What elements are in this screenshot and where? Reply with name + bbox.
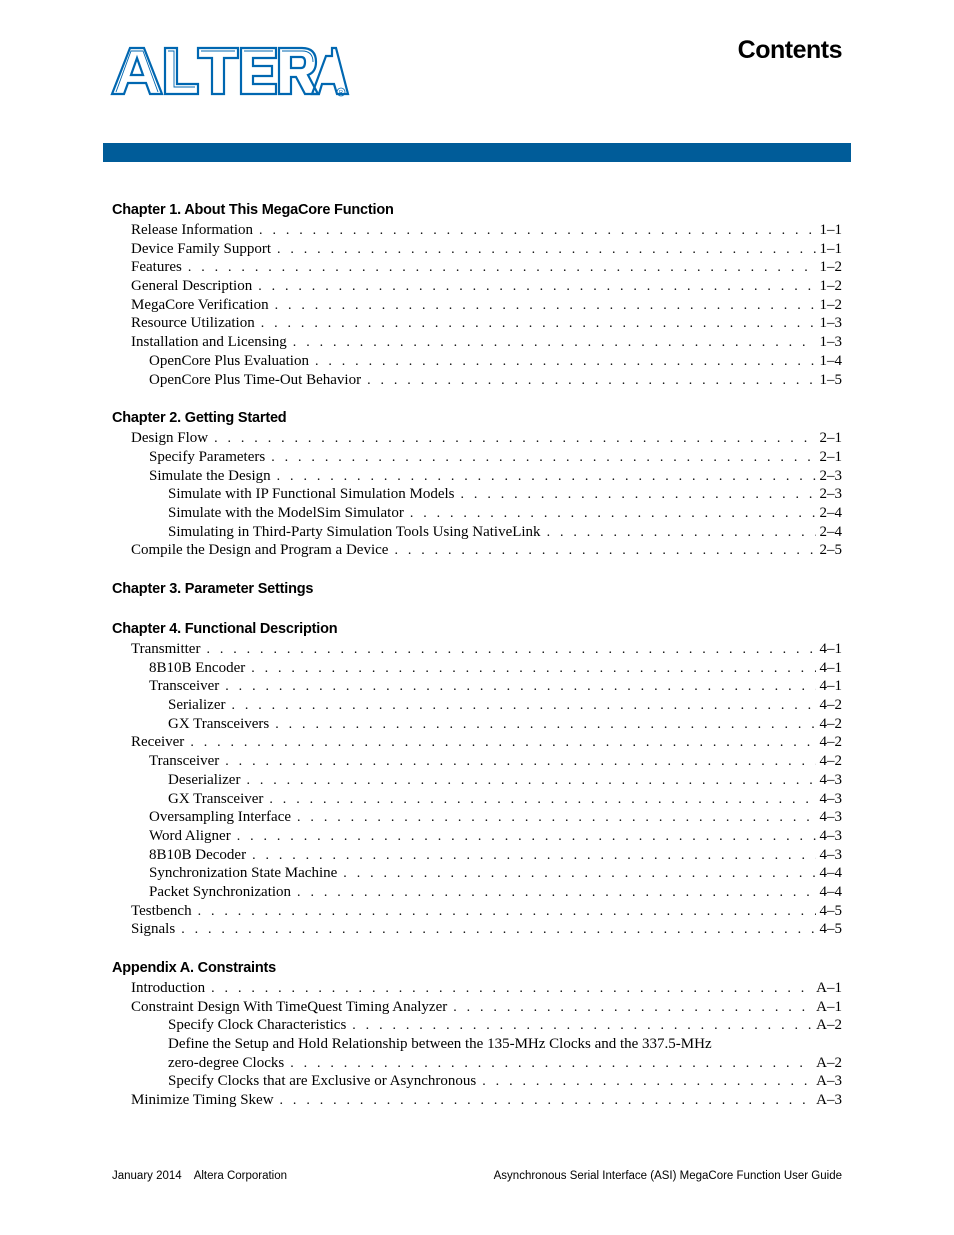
toc-entry-title: Introduction	[131, 980, 206, 996]
toc-entry-page: A–1	[816, 998, 842, 1015]
toc-entry-page: 4–3	[819, 790, 842, 807]
toc-entry-page: A–2	[816, 1054, 842, 1071]
toc-entry-page: A–3	[816, 1073, 842, 1090]
toc-entry-page: 1–3	[819, 315, 842, 332]
toc-entry[interactable]	[112, 752, 842, 771]
dot-leader	[259, 222, 815, 240]
toc-entry-title: Simulate with IP Functional Simulation Models	[168, 486, 455, 503]
toc-entry[interactable]	[112, 920, 842, 939]
footer-company: Altera Corporation	[193, 1170, 288, 1182]
dot-leader	[461, 486, 816, 504]
dot-leader	[453, 999, 812, 1017]
toc-entry-page: 4–3	[819, 771, 842, 788]
toc-entry-title: Minimize Timing Skew	[131, 1092, 274, 1109]
toc-entry-page: 1–2	[819, 296, 842, 313]
dot-leader	[293, 334, 816, 352]
dot-leader	[275, 716, 815, 734]
toc-entry[interactable]	[112, 258, 842, 277]
toc-entry-page: 4–2	[819, 697, 842, 714]
toc-entry-page: 4–4	[819, 865, 842, 882]
toc-chapter	[112, 958, 842, 1110]
dot-leader	[297, 884, 815, 902]
toc-entry[interactable]	[112, 1016, 842, 1035]
toc-entry-page: 4–5	[819, 902, 842, 919]
dot-leader	[237, 828, 816, 846]
toc-entry-title: Word Aligner	[149, 827, 231, 844]
toc-entry[interactable]	[112, 733, 842, 752]
toc-entry-page: 4–1	[819, 659, 842, 676]
toc-entry-title: Simulating in Third-Party Simulation Tools Using NativeLink	[168, 523, 541, 540]
toc-entry-page: 4–4	[819, 883, 842, 900]
page-title: Contents	[737, 36, 842, 64]
footer-guide-title: Asynchronous Serial Interface (ASI) MegaCore Function User Guide	[493, 1170, 842, 1182]
toc-entry-page: 4–1	[819, 641, 842, 657]
toc-entry-title: Testbench	[131, 902, 192, 919]
toc-entry-page: 4–3	[819, 809, 842, 826]
toc-entry-title: Packet Synchronization	[149, 883, 292, 900]
toc-entry-title: Synchronization State Machine	[149, 865, 338, 882]
toc-chapter	[112, 200, 842, 389]
toc-entry-title: Compile the Design and Program a Device	[131, 542, 389, 559]
toc-entry-title: Features	[131, 259, 182, 276]
toc-entry-title: zero-degree Clocks	[168, 1054, 285, 1071]
chapter-heading[interactable]: Chapter 1. About This MegaCore Function	[112, 202, 394, 218]
toc-entry[interactable]	[112, 240, 842, 259]
dot-leader	[410, 505, 816, 523]
toc-entry-title: Resource Utilization	[131, 315, 255, 332]
toc-entry-page: 4–3	[819, 827, 842, 844]
toc-entry-page: 2–1	[819, 448, 842, 465]
toc-entry-page: 1–3	[819, 334, 842, 351]
toc-entry[interactable]	[112, 902, 842, 921]
toc-entry-title: Receiver	[131, 734, 185, 751]
dot-leader	[181, 921, 815, 939]
dot-leader	[280, 1092, 813, 1110]
toc-entry-title: Specify Parameters	[149, 448, 266, 465]
toc-entry-title: Specify Clock Characteristics	[168, 1017, 347, 1034]
toc-entry-page: 1–4	[819, 352, 842, 369]
toc-entry-title: Transmitter	[131, 641, 201, 657]
toc-entry[interactable]	[112, 429, 842, 448]
dot-leader	[315, 353, 816, 371]
dot-leader	[261, 315, 816, 333]
toc-entry-page: 2–4	[819, 523, 842, 540]
toc-entry-title: GX Transceivers	[168, 715, 270, 732]
toc-entry[interactable]	[112, 504, 842, 523]
toc-entry[interactable]	[112, 827, 842, 846]
toc-entry[interactable]	[112, 352, 842, 371]
toc-entry[interactable]	[112, 979, 842, 998]
toc-entry-page: 4–5	[819, 921, 842, 938]
toc-entry-page: 2–3	[819, 486, 842, 503]
dot-leader	[190, 734, 815, 752]
toc-entry-page: 1–5	[819, 371, 842, 388]
toc-entry-page: 2–4	[819, 504, 842, 521]
toc-entry-title: Installation and Licensing	[131, 334, 287, 351]
toc-entry-title: 8B10B Encoder	[149, 659, 246, 676]
toc-entry[interactable]	[112, 808, 842, 827]
toc-entry[interactable]	[112, 846, 842, 865]
toc-entry-page: A–2	[816, 1017, 842, 1034]
toc-entry-page: 2–5	[819, 542, 842, 559]
toc-entry-page: 4–1	[819, 678, 842, 695]
toc-entry-title: General Description	[131, 278, 253, 295]
toc-entry[interactable]	[112, 790, 842, 809]
toc-entry[interactable]	[112, 523, 842, 542]
toc-entry-page: 1–2	[819, 259, 842, 276]
toc-chapter	[112, 619, 842, 939]
dot-leader	[277, 468, 816, 486]
toc-entry-title: MegaCore Verification	[131, 296, 269, 313]
toc-entry[interactable]	[112, 864, 842, 883]
toc-entry[interactable]	[112, 371, 842, 390]
dot-leader	[225, 753, 815, 771]
dot-leader	[394, 542, 815, 560]
dot-leader	[269, 791, 815, 809]
toc-entry[interactable]	[112, 314, 842, 333]
toc-entry-title: Design Flow	[131, 430, 209, 447]
toc-entry[interactable]	[112, 1072, 842, 1091]
toc-entry[interactable]	[112, 485, 842, 504]
toc-entry-title: Signals	[131, 921, 176, 938]
toc-entry-wrapped-line[interactable]: Define the Setup and Hold Relationship between the 135-MHz Clocks and the 337.5-MHz	[168, 1036, 712, 1053]
dot-leader	[367, 372, 815, 390]
toc-entry-title: Oversampling Interface	[149, 809, 292, 826]
footer-date: January 2014	[112, 1170, 182, 1182]
toc-entry-page: 1–1	[819, 240, 842, 257]
chapter-heading[interactable]: Appendix A. Constraints	[112, 960, 277, 976]
toc-entry-page: 4–2	[819, 734, 842, 751]
toc-entry[interactable]	[112, 296, 842, 315]
chapter-heading[interactable]: Chapter 2. Getting Started	[112, 410, 287, 427]
chapter-heading[interactable]: Chapter 4. Functional Description	[112, 621, 338, 637]
dot-leader	[251, 660, 815, 678]
dot-leader	[188, 259, 816, 277]
toc-entry-title: Release Information	[131, 222, 254, 238]
dot-leader	[231, 697, 815, 715]
toc-entry-title: OpenCore Plus Time-Out Behavior	[149, 371, 362, 388]
dot-leader	[246, 772, 815, 790]
chapter-heading[interactable]: Chapter 3. Parameter Settings	[112, 581, 314, 597]
toc-entry[interactable]	[112, 883, 842, 902]
toc-entry-page: A–3	[816, 1092, 842, 1109]
dot-leader	[206, 641, 815, 659]
toc-entry[interactable]	[112, 277, 842, 296]
toc-entry[interactable]	[112, 771, 842, 790]
toc-entry[interactable]	[112, 1054, 842, 1073]
toc-entry-page: 4–2	[819, 715, 842, 732]
toc-entry-title: Simulate with the ModelSim Simulator	[168, 504, 404, 521]
toc-entry[interactable]	[112, 715, 842, 734]
dot-leader	[271, 449, 815, 467]
toc-chapter	[112, 408, 842, 560]
dot-leader	[547, 524, 816, 542]
toc-entry[interactable]	[112, 696, 842, 715]
toc-entry-page: 4–3	[819, 846, 842, 863]
toc-entry-title: GX Transceiver	[168, 790, 264, 807]
toc-entry-title: Device Family Support	[131, 240, 271, 257]
altera-logo	[110, 44, 350, 100]
toc-entry[interactable]	[112, 221, 842, 240]
toc-entry[interactable]	[112, 677, 842, 696]
table-of-contents	[112, 200, 842, 1110]
dot-leader	[258, 278, 815, 296]
dot-leader	[290, 1055, 812, 1073]
toc-entry-page: 1–1	[819, 222, 842, 238]
dot-leader	[198, 903, 816, 921]
toc-entry[interactable]	[112, 659, 842, 678]
dot-leader	[211, 980, 812, 998]
dot-leader	[214, 430, 815, 448]
header-rule-bar	[103, 143, 851, 162]
toc-entry-page: 4–2	[819, 753, 842, 770]
dot-leader	[277, 241, 816, 259]
toc-entry-title: Serializer	[168, 697, 226, 714]
toc-entry[interactable]	[112, 333, 842, 352]
registered-mark-icon	[337, 88, 345, 96]
dot-leader	[252, 847, 815, 865]
svg-text:R: R	[339, 90, 343, 96]
toc-entry-page: A–1	[816, 980, 842, 996]
toc-entry[interactable]	[112, 998, 842, 1017]
toc-entry-title: Transceiver	[149, 753, 220, 770]
dot-leader	[482, 1073, 812, 1091]
dot-leader	[343, 865, 815, 883]
dot-leader	[225, 678, 815, 696]
toc-entry[interactable]	[112, 640, 842, 659]
toc-entry-title: Transceiver	[149, 678, 220, 695]
toc-entry[interactable]	[112, 467, 842, 486]
toc-entry-page: 1–2	[819, 278, 842, 295]
toc-entry-title: OpenCore Plus Evaluation	[149, 352, 309, 369]
dot-leader	[352, 1017, 812, 1035]
footer-left	[112, 1170, 287, 1182]
toc-entry-title: Simulate the Design	[149, 467, 271, 484]
toc-entry-title: 8B10B Decoder	[149, 846, 247, 863]
toc-entry-title: Constraint Design With TimeQuest Timing Analyzer	[131, 998, 448, 1015]
toc-entry[interactable]	[112, 541, 842, 560]
toc-entry[interactable]	[112, 448, 842, 467]
toc-entry-page: 2–3	[819, 467, 842, 484]
toc-entry-title: Deserializer	[168, 771, 241, 788]
toc-entry-page: 2–1	[819, 430, 842, 447]
toc-entry[interactable]	[112, 1091, 842, 1110]
dot-leader	[297, 809, 815, 827]
toc-chapter	[112, 579, 842, 600]
toc-entry-title: Specify Clocks that are Exclusive or Asynchronous	[168, 1073, 477, 1090]
dot-leader	[275, 297, 816, 315]
